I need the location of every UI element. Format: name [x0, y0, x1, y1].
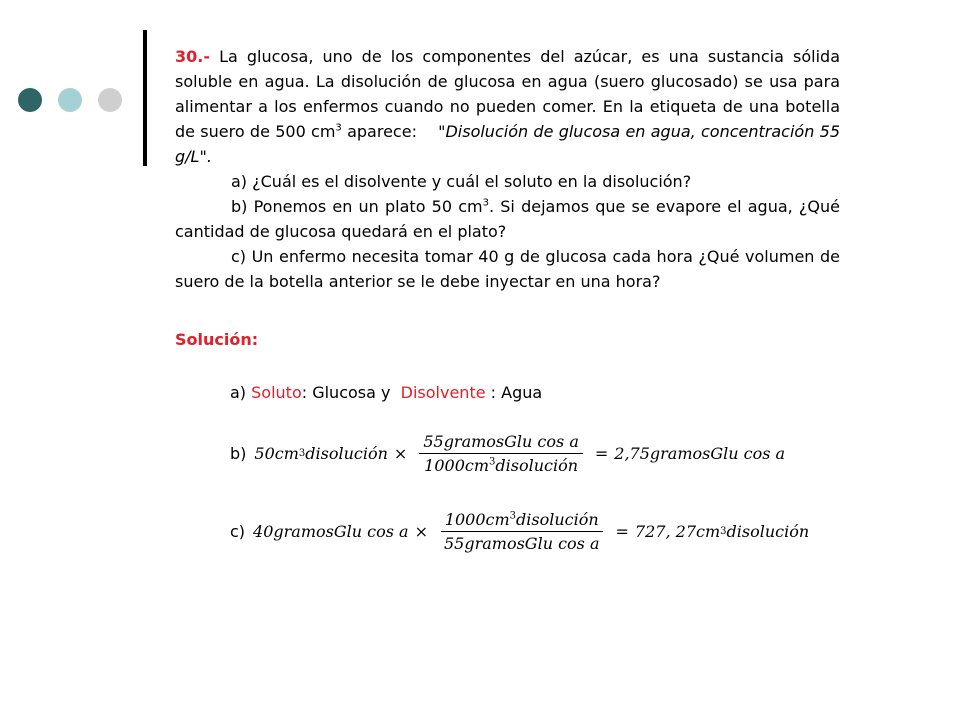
- question-b: b) Ponemos en un plato 50 $cm^3$. Si dejamos que se evapore el agua, ¿Qué cantidad de glucosa quedará en el plato?: [175, 197, 840, 241]
- grey-dot: [98, 88, 122, 112]
- vertical-divider: [143, 30, 147, 166]
- equation-c: c) 40gramosGlu cos a × $\frac{1000cm^3disolución}{\text{55gramosGlu cos a}}$ = 727, 27cm 3 disolución: [230, 510, 810, 553]
- decorative-dots: [18, 88, 128, 114]
- disolvente-label: Disolvente: [400, 383, 486, 402]
- solution-a: a) Soluto: Glucosa y Disolvente : Agua: [230, 383, 543, 402]
- problem-intro: 30.- La glucosa, uno de los componentes del azúcar, es una sustancia sólida soluble en agua. La disolución de glucosa en agua (suero glucosado) se usa para alimentar a los enfermos cuando no pueden comer. En la etiqueta de una botella de suero de 500 $cm^3$ aparece: "Disolución de glucosa en agua, concentración 55 g/L".: [175, 47, 840, 166]
- problem-number: 30.-: [175, 47, 210, 66]
- light-teal-dot: [58, 88, 82, 112]
- label-quote: "Disolución de glucosa en agua, concentración 55 g/L".: [175, 122, 840, 166]
- fraction-c: $\frac{1000cm^3disolución}{\text{55gramosGlu cos a}}$: [440, 510, 604, 553]
- equation-b: b) 50cm 3 disolución × $\frac{\text{55gramosGlu cos a}}{1000cm^3disolución}$ = 2,75gramosGlu cos a: [230, 432, 786, 475]
- question-c: c) Un enfermo necesita tomar 40 g de glucosa cada hora ¿Qué volumen de suero de la botella anterior se le debe inyectar en una hora?: [175, 247, 840, 291]
- result-b: 2,75gramosGlu cos a: [614, 444, 786, 463]
- result-c: disolución: [726, 522, 810, 541]
- soluto-label: Soluto: [251, 383, 302, 402]
- solution-title: Solución:: [175, 330, 259, 349]
- dark-teal-dot: [18, 88, 42, 112]
- fraction-b: $\frac{\text{55gramosGlu cos a}}{1000cm^3disolución}$: [419, 432, 583, 475]
- problem-statement: [175, 44, 840, 294]
- question-a: a) ¿Cuál es el disolvente y cuál el soluto en la disolución?: [231, 172, 692, 191]
